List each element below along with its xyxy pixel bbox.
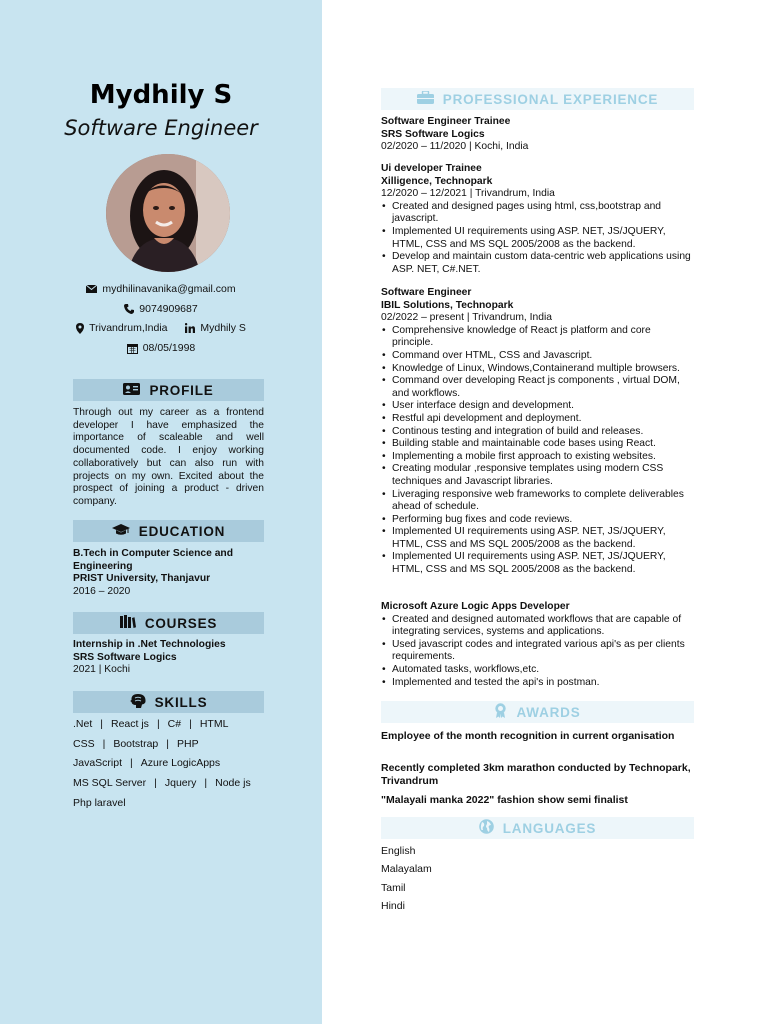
job-bullet: • Creating modular ,responsive templates using modern CSS techniques and Javascript libraries. — [381, 463, 694, 488]
job-role: Software Engineer Trainee — [381, 116, 511, 127]
books-icon — [120, 615, 136, 631]
dob-text: 08/05/1998 — [142, 342, 196, 354]
experience-section-header — [381, 88, 694, 110]
job-bullet: • Liveraging responsive web frameworks to complete deliverables ahead of schedule. — [381, 489, 694, 514]
award-icon — [494, 703, 507, 721]
job-bullet: • Command over developing React js components , virtual DOM, and workflows. — [381, 375, 694, 400]
job-company: IBIL Solutions, Technopark — [381, 299, 514, 311]
education-section-title: EDUCATION — [138, 523, 226, 539]
job-bullet: • User interface design and development. — [381, 400, 694, 413]
job-bullet: • Knowledge of Linux, Windows,Containerand multiple browsers. — [381, 363, 694, 376]
job-bullet: • Comprehensive knowledge of React js platform and core principle. — [381, 325, 694, 350]
courses-section-header — [73, 612, 264, 634]
job-role: Software Engineer — [381, 287, 472, 298]
job-bullet: • Implemented UI requirements using ASP. NET, JS/JQUERY, HTML, CSS and MS SQL 2005/2008 as the backend. — [381, 526, 694, 551]
skill-item: PHP — [177, 737, 199, 750]
job-bullet: • Implemented UI requirements using ASP. NET, JS/JQUERY, HTML, CSS and MS SQL 2005/2008 as the backend. — [381, 551, 694, 576]
job-role: Microsoft Azure Logic Apps Developer — [381, 601, 570, 612]
linkedin-text[interactable]: Mydhily S — [200, 322, 246, 334]
profile-section-title: PROFILE — [149, 382, 214, 398]
graduation-cap-icon — [112, 524, 130, 539]
skill-item: MS SQL Server — [73, 777, 147, 790]
job-role: Ui developer Trainee — [381, 163, 482, 174]
envelope-icon — [86, 285, 97, 293]
briefcase-icon — [417, 91, 434, 107]
profile-summary: Through out my career as a frontend developer I have emphasized the importance of scaleable and well documented code. I enjoy working collaboratively but can also run with projects on my own. Excited about the prospect of joining a product - driven company. — [73, 407, 264, 507]
calendar-icon — [127, 343, 138, 354]
courses-section-title: COURSES — [144, 615, 218, 631]
job-bullet: • Continous testing and integration of build and releases. — [381, 426, 694, 439]
skill-item: JavaScript — [73, 757, 123, 770]
awards-section-title: AWARDS — [516, 704, 581, 720]
skill-item: Node js — [215, 777, 251, 790]
skill-item: Bootstrap — [113, 737, 159, 750]
job-dates: 12/2020 – 12/2021 | Trivandrum, India — [381, 188, 555, 200]
job-bullet: • Building stable and maintainable code bases using React. — [381, 438, 694, 451]
experience-section-title: PROFESSIONAL EXPERIENCE — [442, 91, 659, 107]
profile-section-header — [73, 379, 264, 401]
globe-icon — [479, 819, 494, 837]
award-item: Employee of the month recognition in current organisation — [381, 730, 675, 742]
skill-item: Azure LogicApps — [140, 757, 221, 770]
job-bullet: • Performing bug fixes and code reviews. — [381, 514, 694, 527]
course-org: SRS Software Logics — [73, 651, 177, 663]
map-pin-icon — [76, 323, 84, 334]
skills-row: MS SQL Server | Jquery | Node js — [73, 777, 251, 790]
skill-item: Jquery — [164, 777, 197, 790]
job-company: SRS Software Logics — [381, 128, 485, 140]
job-bullet: • Implemented UI requirements using ASP. NET, JS/JQUERY, HTML, CSS and MS SQL 2005/2008 as the backend. — [381, 226, 694, 251]
job-dates: 02/2022 – present | Trivandrum, India — [381, 312, 552, 324]
job-entry-3 — [381, 287, 694, 577]
job-bullet: • Implementing a mobile first approach to existing websites. — [381, 451, 694, 464]
brain-icon — [130, 694, 146, 711]
education-dates: 2016 – 2020 — [73, 585, 131, 597]
job-bullet: • Develop and maintain custom data-centric web applications using ASP. NET, C#.NET. — [381, 251, 694, 276]
skill-item: CSS — [73, 737, 95, 750]
languages-section-title: LANGUAGES — [502, 820, 597, 836]
skills-section-header — [73, 691, 264, 713]
education-degree: B.Tech in Computer Science and Engineering — [73, 548, 234, 572]
location-text: Trivandrum,India — [89, 322, 168, 334]
job-bullet: • Command over HTML, CSS and Javascript. — [381, 350, 694, 363]
course-dates: 2021 | Kochi — [73, 664, 131, 675]
phone-text[interactable]: 9074909687 — [139, 303, 198, 315]
person-name: Mydhily S — [89, 80, 233, 110]
dob-line — [0, 342, 322, 354]
job-company: Xilligence, Technopark — [381, 175, 493, 187]
skill-item: .Net — [73, 718, 93, 730]
job-bullets — [381, 614, 694, 690]
person-title: Software Engineer — [64, 116, 258, 140]
skill-item: Php laravel — [73, 796, 126, 809]
job-dates: 02/2020 – 11/2020 | Kochi, India — [381, 141, 529, 153]
job-entry-4 — [381, 601, 694, 689]
award-item: Recently completed 3km marathon conducted by Technopark, Trivandrum — [381, 762, 691, 787]
education-school: PRIST University, Thanjavur — [73, 573, 211, 584]
linkedin-icon — [185, 323, 195, 333]
profile-photo — [106, 154, 230, 272]
job-entry-2 — [381, 163, 694, 276]
skill-item: React js — [111, 718, 149, 730]
awards-section-header — [381, 701, 694, 723]
skill-item: HTML — [199, 718, 229, 730]
education-section-header — [73, 520, 264, 542]
course-name: Internship in .Net Technologies — [73, 639, 226, 650]
phone-line — [0, 303, 322, 315]
portrait-illustration — [106, 154, 230, 272]
skills-row — [73, 797, 273, 817]
job-bullets — [381, 325, 694, 577]
email-line — [0, 283, 322, 295]
skills-section-title: SKILLS — [154, 694, 208, 710]
location-linkedin-line — [0, 322, 322, 334]
phone-icon — [124, 304, 134, 314]
education-entry — [73, 548, 264, 598]
email-text[interactable]: mydhilinavanika@gmail.com — [102, 283, 236, 295]
skills-row: CSS | Bootstrap | PHP — [73, 737, 199, 750]
award-item: "Malayali manka 2022" fashion show semi finalist — [381, 794, 628, 806]
language-item: Hindi — [381, 900, 405, 912]
job-bullet: • Restful api development and deployment. — [381, 413, 694, 426]
languages-section-header — [381, 817, 694, 839]
language-item: Tamil — [381, 882, 406, 894]
language-item: Malayalam — [381, 863, 432, 875]
job-bullets — [381, 201, 694, 277]
skills-row: JavaScript | Azure LogicApps — [73, 757, 221, 770]
skill-item: C# — [167, 718, 182, 730]
language-item: English — [381, 845, 416, 857]
skills-list — [73, 718, 273, 816]
skills-row: .Net | React js | C# | HTML — [73, 718, 229, 730]
job-bullet: • Created and designed automated workflows that are capable of integrating services, systems and applications. — [381, 614, 694, 639]
job-bullet: • Automated tasks, workflows,etc. — [381, 664, 694, 677]
id-card-icon — [123, 383, 140, 398]
job-bullet: • Used javascript codes and integrated various api's as per clients requirements. — [381, 639, 694, 664]
job-entry-1 — [381, 116, 694, 154]
job-bullet: • Implemented and tested the api's in postman. — [381, 677, 694, 690]
job-bullet: • Created and designed pages using html, css,bootstrap and javascript. — [381, 201, 694, 226]
course-entry — [73, 639, 264, 677]
